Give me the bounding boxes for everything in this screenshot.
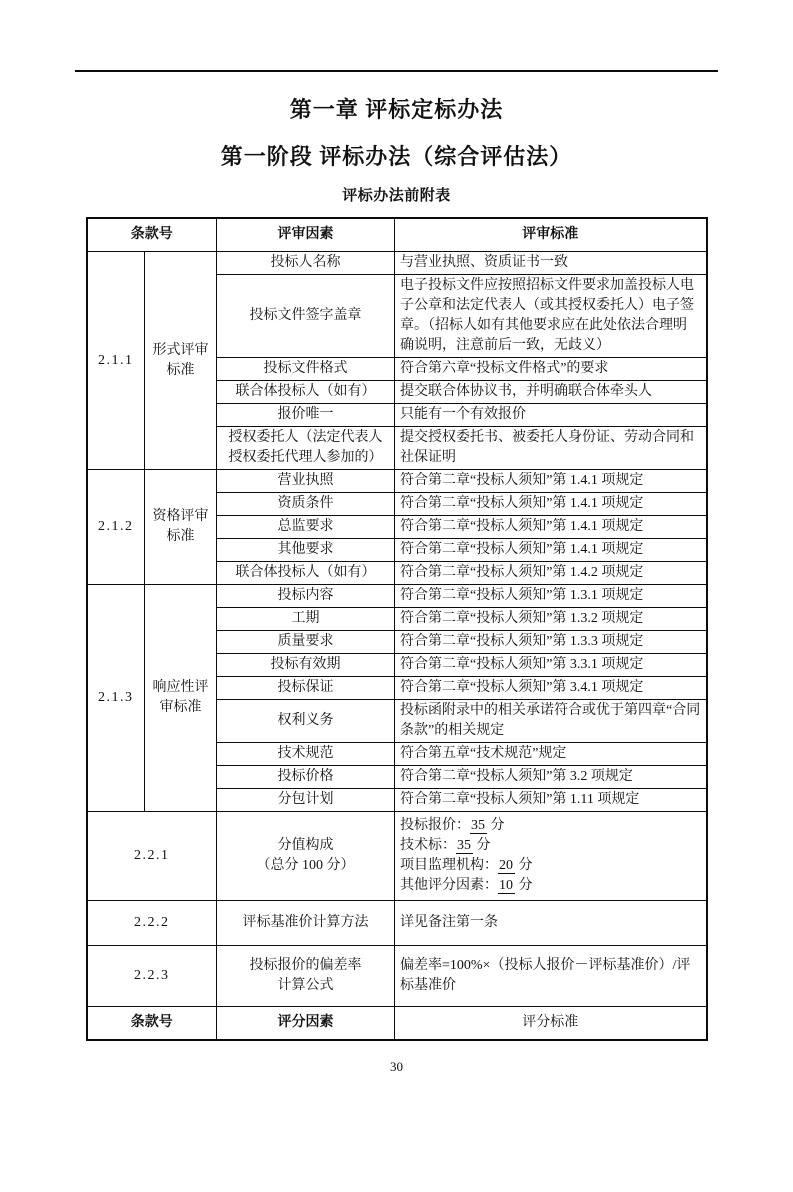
factor-cell: 投标价格 [217,766,395,789]
chapter-title: 第一章 评标定标办法 [289,97,504,122]
standard-cell: 符合第二章“投标人须知”第 1.4.1 项规定 [395,516,707,539]
page-header-rule [75,70,718,72]
standard-cell: 符合第二章“投标人须知”第 3.3.1 项规定 [395,654,707,677]
standard-cell: 电子投标文件应按照招标文件要求加盖投标人电子公章和法定代表人（或其授权委托人）电子签章。（招标人如有其他要求应在此处依法合理明确说明，注意前后一致，无歧义） [395,275,707,358]
standard-cell [395,812,707,901]
header-review-standard: 评审标准 [395,218,707,252]
table-header-row [87,218,707,252]
document-page [0,70,793,1192]
standard-cell: 提交授权委托书、被委托人身份证、劳动合同和社保证明 [395,427,707,470]
footer-score-standard: 评分标准 [395,1007,707,1041]
clause-cell: 2.1.2 [87,470,145,585]
factor-cell: 营业执照 [217,470,395,493]
factor-cell: 评标基准价计算方法 [217,901,395,946]
factor-cell: 分包计划 [217,789,395,812]
score-value: 10 [499,878,513,893]
stage-subtitle: 第一阶段 评标办法（综合评估法） [220,144,573,169]
factor-cell: 联合体投标人（如有） [217,381,395,404]
standard-cell: 符合第二章“投标人须知”第 1.4.1 项规定 [395,539,707,562]
score-value: 35 [471,818,485,833]
header-review-factor: 评审因素 [217,218,395,252]
factor-cell: 投标有效期 [217,654,395,677]
header-clause-no: 条款号 [87,218,217,252]
score-item: 其他评分因素：10 分 [400,878,533,893]
factor-cell: 授权委托人（法定代表人授权委托代理人参加的） [217,427,395,470]
standard-cell: 符合第二章“投标人须知”第 1.11 项规定 [395,789,707,812]
standard-cell: 详见备注第一条 [395,901,707,946]
evaluation-method-table [86,217,708,1041]
factor-line: 计算公式 [277,978,334,993]
factor-cell: 投标文件格式 [217,358,395,381]
factor-cell: 资质条件 [217,493,395,516]
standard-cell: 符合第二章“投标人须知”第 1.4.1 项规定 [395,470,707,493]
standard-cell: 与营业执照、资质证书一致 [395,252,707,275]
standard-cell: 符合第二章“投标人须知”第 1.3.2 项规定 [395,608,707,631]
factor-cell [217,812,395,901]
standard-cell: 符合第二章“投标人须知”第 3.4.1 项规定 [395,677,707,700]
factor-cell: 其他要求 [217,539,395,562]
page-number: 30 [390,1059,403,1074]
factor-cell: 质量要求 [217,631,395,654]
score-item: 项目监理机构：20 分 [400,858,533,873]
table-footer-header-row [87,1007,707,1041]
standard-cell: 偏差率=100%×（投标人报价－评标基准价）/评标基准价 [395,946,707,1007]
category-cell: 形式评审标准 [145,252,217,470]
score-item: 投标报价：35 分 [400,818,505,833]
table-row [87,470,707,493]
factor-cell: 投标人名称 [217,252,395,275]
table-row-benchmark-method [87,901,707,946]
factor-line: 分值构成 [277,838,334,853]
standard-cell: 符合第六章“投标文件格式”的要求 [395,358,707,381]
score-item: 技术标：35 分 [400,838,491,853]
table-row [87,252,707,275]
factor-cell: 技术规范 [217,743,395,766]
standard-cell: 符合第二章“投标人须知”第 1.4.2 项规定 [395,562,707,585]
score-value: 20 [499,858,513,873]
factor-cell [217,946,395,1007]
factor-cell: 投标内容 [217,585,395,608]
clause-cell: 2.2.2 [87,901,217,946]
footer-clause-no: 条款号 [87,1007,217,1041]
standard-cell: 提交联合体协议书，并明确联合体牵头人 [395,381,707,404]
factor-line: （总分 100 分） [256,858,355,873]
factor-cell: 投标文件签字盖章 [217,275,395,358]
standard-cell: 符合第二章“投标人须知”第 1.4.1 项规定 [395,493,707,516]
footer-score-factor: 评分因素 [217,1007,395,1041]
clause-cell: 2.2.3 [87,946,217,1007]
standard-cell: 投标函附录中的相关承诺符合或优于第四章“合同条款”的相关规定 [395,700,707,743]
standard-cell: 符合第二章“投标人须知”第 1.3.3 项规定 [395,631,707,654]
factor-cell: 权利义务 [217,700,395,743]
table-row [87,585,707,608]
standard-cell: 符合第二章“投标人须知”第 3.2 项规定 [395,766,707,789]
factor-cell: 总监要求 [217,516,395,539]
factor-cell: 联合体投标人（如有） [217,562,395,585]
factor-cell: 报价唯一 [217,404,395,427]
table-row-score-composition [87,812,707,901]
table-caption: 评标办法前附表 [342,188,451,204]
standard-cell: 符合第二章“投标人须知”第 1.3.1 项规定 [395,585,707,608]
clause-cell: 2.1.1 [87,252,145,470]
factor-line: 投标报价的偏差率 [249,958,362,973]
factor-cell: 投标保证 [217,677,395,700]
category-cell: 响应性评审标准 [145,585,217,812]
factor-cell: 工期 [217,608,395,631]
clause-cell: 2.2.1 [87,812,217,901]
clause-cell: 2.1.3 [87,585,145,812]
standard-cell: 符合第五章“技术规范”规定 [395,743,707,766]
category-cell: 资格评审标准 [145,470,217,585]
standard-cell: 只能有一个有效报价 [395,404,707,427]
table-row-deviation-formula [87,946,707,1007]
score-value: 35 [457,838,471,853]
